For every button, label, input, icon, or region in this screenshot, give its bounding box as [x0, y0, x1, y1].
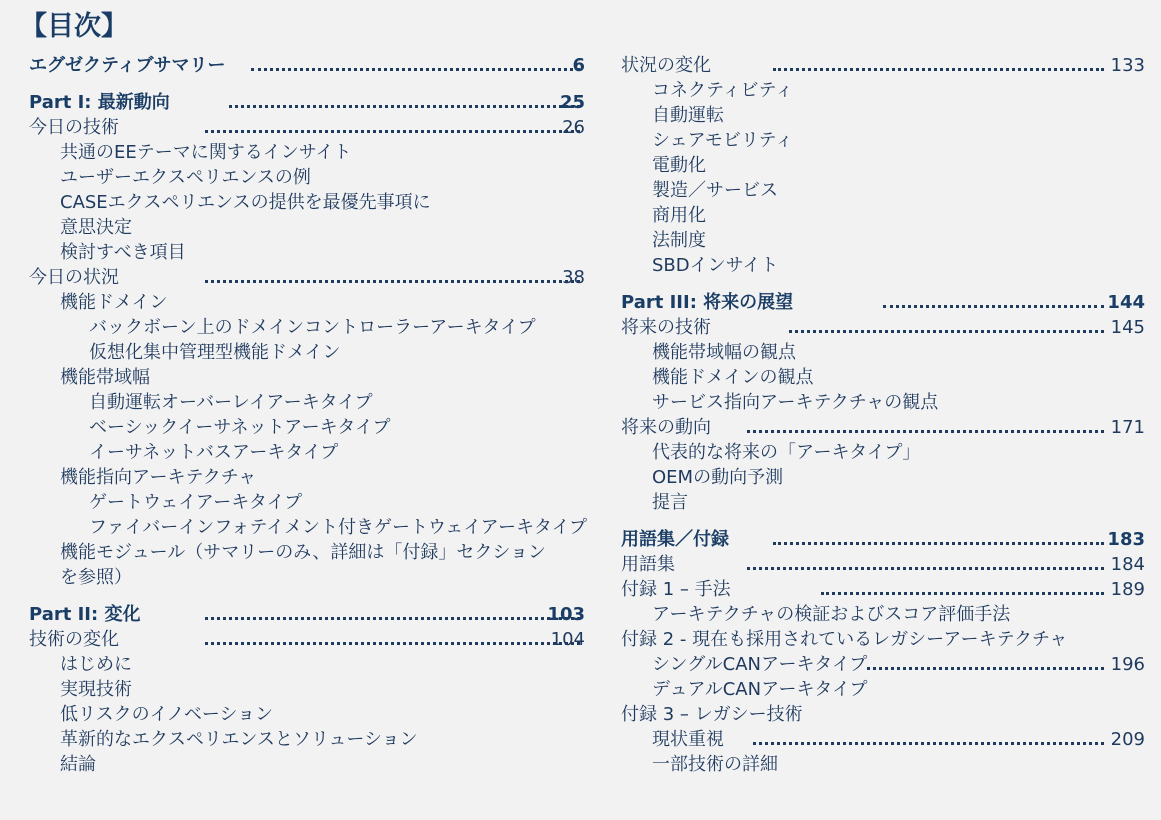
toc-entry	[29, 115, 585, 140]
page-number: 171	[1110, 417, 1145, 438]
toc-entry	[29, 390, 585, 415]
toc-entry-text: デュアルCANアーキタイプ	[652, 679, 868, 700]
toc-entry-text: 技術の変化	[29, 629, 119, 650]
toc-entry-text: Part III: 将来の展望	[621, 292, 794, 313]
toc-entry-text: Part I: 最新動向	[29, 92, 170, 113]
toc-entry	[29, 702, 585, 727]
toc-section-heading	[621, 527, 1145, 552]
toc-entry	[621, 103, 1145, 128]
toc-entry	[29, 140, 585, 165]
toc-entry	[29, 215, 585, 240]
toc-entry-text: 自動運転オーバーレイアーキタイプ	[89, 392, 373, 413]
toc-entry	[621, 340, 1145, 365]
toc-entry-text: OEMの動向予測	[652, 467, 784, 488]
toc-entry	[621, 490, 1145, 515]
toc-entry-text: 現状重視	[652, 729, 724, 750]
toc-entry	[29, 265, 585, 290]
toc-entry-text: はじめに	[60, 654, 132, 675]
dot-leader	[789, 330, 1104, 333]
toc-section-heading	[29, 53, 585, 78]
toc-entry-text: エグゼクティブサマリー	[29, 55, 226, 76]
toc-entry	[621, 602, 1145, 627]
page-number: 184	[1110, 554, 1145, 575]
toc-entry	[29, 490, 585, 515]
toc-entry-text: 機能帯域幅の観点	[652, 342, 796, 363]
toc-entry	[621, 178, 1145, 203]
toc-entry	[29, 677, 585, 702]
dot-leader	[773, 68, 1104, 71]
dot-leader	[205, 642, 580, 645]
toc-entry-text: シェアモビリティ	[652, 130, 794, 151]
toc-entry-text: 検討すべき項目	[60, 242, 186, 263]
toc-entry	[29, 165, 585, 190]
page-number: 183	[1107, 529, 1145, 550]
toc-entry-text: 製造／サービス	[652, 180, 778, 201]
toc-entry	[621, 465, 1145, 490]
toc-entry	[621, 315, 1145, 340]
toc-entry	[621, 253, 1145, 278]
toc-entry-text: 付録 3 – レガシー技術	[621, 704, 803, 725]
page-number: 38	[562, 267, 585, 288]
toc-entry	[29, 315, 585, 340]
toc-entry-text: アーキテクチャの検証およびスコア評価手法	[652, 604, 1011, 625]
toc-entry-text: 革新的なエクスペリエンスとソリューション	[60, 729, 418, 750]
toc-entry-text: コネクティビティ	[652, 80, 794, 101]
toc-entry-text: 電動化	[652, 155, 706, 176]
toc-entry-text: ユーザーエクスペリエンスの例	[60, 167, 311, 188]
toc-entry	[621, 752, 1145, 777]
page-number: 26	[562, 117, 585, 138]
toc-entry-text: 用語集／付録	[621, 529, 729, 550]
toc-entry	[29, 540, 585, 590]
toc-entry-text: 機能モジュール（サマリーのみ、詳細は「付録」セクションを参照）	[60, 542, 546, 588]
dot-leader	[205, 130, 580, 133]
dot-leader	[205, 617, 580, 620]
dot-leader	[753, 742, 1104, 745]
toc-section-heading	[29, 90, 585, 115]
toc-entry-text: 将来の動向	[621, 417, 711, 438]
toc-entry	[29, 627, 585, 652]
toc-entry-text: 自動運転	[652, 105, 724, 126]
toc-entry	[621, 552, 1145, 577]
toc-entry	[621, 577, 1145, 602]
toc-entry-text: ゲートウェイアーキタイプ	[89, 492, 303, 513]
toc-entry-text: 法制度	[652, 230, 706, 251]
toc-entry	[29, 340, 585, 365]
toc-entry-text: 機能指向アーキテクチャ	[60, 467, 257, 488]
toc-entry-text: バックボーン上のドメインコントローラーアーキタイプ	[89, 317, 536, 338]
toc-entry	[29, 465, 585, 490]
dot-leader	[747, 430, 1104, 433]
toc-entry-text: 意思決定	[60, 217, 132, 238]
toc-entry-text: 将来の技術	[621, 317, 711, 338]
toc-entry-text: 機能ドメインの観点	[652, 367, 814, 388]
toc-entry	[621, 677, 1145, 702]
toc-section-heading	[29, 602, 585, 627]
toc-entry	[621, 390, 1145, 415]
toc-entry-text: 共通のEEテーマに関するインサイト	[60, 142, 352, 163]
toc-section-heading	[621, 290, 1145, 315]
toc-entry-text: SBDインサイト	[652, 255, 779, 276]
dot-leader	[821, 592, 1104, 595]
toc-entry-text: ファイバーインフォテイメント付きゲートウェイアーキタイプ	[89, 517, 588, 538]
toc-entry-text: CASEエクスペリエンスの提供を最優先事項に	[60, 192, 431, 213]
toc-entry-text: 提言	[652, 492, 688, 513]
dot-leader	[747, 567, 1104, 570]
toc-entry	[621, 727, 1145, 752]
dot-leader	[251, 68, 580, 71]
dot-leader	[205, 280, 580, 283]
toc-entry	[621, 128, 1145, 153]
toc-entry	[621, 702, 1145, 727]
toc-entry-text: 商用化	[652, 205, 706, 226]
toc-entry-text: 機能ドメイン	[60, 292, 168, 313]
toc-entry	[621, 440, 1145, 465]
toc-entry	[29, 240, 585, 265]
toc-entry-text: 用語集	[621, 554, 675, 575]
toc-entry-text: 付録 1 – 手法	[621, 579, 731, 600]
dot-leader	[229, 105, 580, 108]
toc-entry-text: 低リスクのイノベーション	[60, 704, 274, 725]
toc-entry	[29, 290, 585, 315]
page-title: 【目次】	[20, 11, 128, 42]
toc-entry	[29, 415, 585, 440]
toc-entry-text: サービス指向アーキテクチャの観点	[652, 392, 939, 413]
page-number: 104	[550, 629, 585, 650]
toc-entry	[29, 440, 585, 465]
page-number: 209	[1110, 729, 1145, 750]
toc-entry-text: 仮想化集中管理型機能ドメイン	[89, 342, 341, 363]
page-number: 145	[1110, 317, 1145, 338]
page-number: 25	[559, 92, 585, 113]
dot-leader	[773, 542, 1104, 545]
page-number: 103	[547, 604, 585, 625]
dot-leader	[883, 305, 1104, 308]
toc-entry	[29, 652, 585, 677]
toc-entry	[621, 53, 1145, 78]
toc-entry-text: 一部技術の詳細	[652, 754, 778, 775]
toc-entry-text: 状況の変化	[621, 55, 711, 76]
toc-entry-text: Part II: 変化	[29, 604, 141, 625]
toc-entry	[621, 415, 1145, 440]
toc-entry-text: 今日の技術	[29, 117, 119, 138]
toc-column-right	[621, 53, 1145, 777]
toc-entry	[621, 652, 1145, 677]
toc-entry-text: 機能帯域幅	[60, 367, 150, 388]
toc-entry	[621, 228, 1145, 253]
toc-entry-text: 代表的な将来の「アーキタイプ」	[652, 442, 921, 463]
toc-entry-text: 付録 2 - 現在も採用されているレガシーアーキテクチャ	[621, 629, 1068, 650]
toc-entry	[621, 365, 1145, 390]
toc-entry-text: シングルCANアーキタイプ	[652, 654, 868, 675]
toc-entry-text: ベーシックイーサネットアーキタイプ	[89, 417, 391, 438]
toc-entry	[29, 752, 585, 777]
toc-entry	[621, 203, 1145, 228]
page-number: 144	[1107, 292, 1145, 313]
toc-entry-text: 実現技術	[60, 679, 132, 700]
dot-leader	[867, 667, 1104, 670]
toc-column-left	[29, 53, 588, 777]
toc-entry-text: 結論	[60, 754, 96, 775]
page-number: 189	[1110, 579, 1145, 600]
toc-entry-text: 今日の状況	[29, 267, 119, 288]
toc-entry	[621, 153, 1145, 178]
page-number: 6	[572, 55, 585, 76]
toc-entry	[29, 515, 588, 540]
toc-entry	[29, 727, 585, 752]
page-number: 133	[1110, 55, 1145, 76]
toc-entry	[29, 365, 585, 390]
toc-entry	[621, 627, 1145, 652]
page-number: 196	[1110, 654, 1145, 675]
toc-entry-text: イーサネットバスアーキタイプ	[89, 442, 339, 463]
toc-entry	[621, 78, 1145, 103]
toc-entry	[29, 190, 585, 215]
